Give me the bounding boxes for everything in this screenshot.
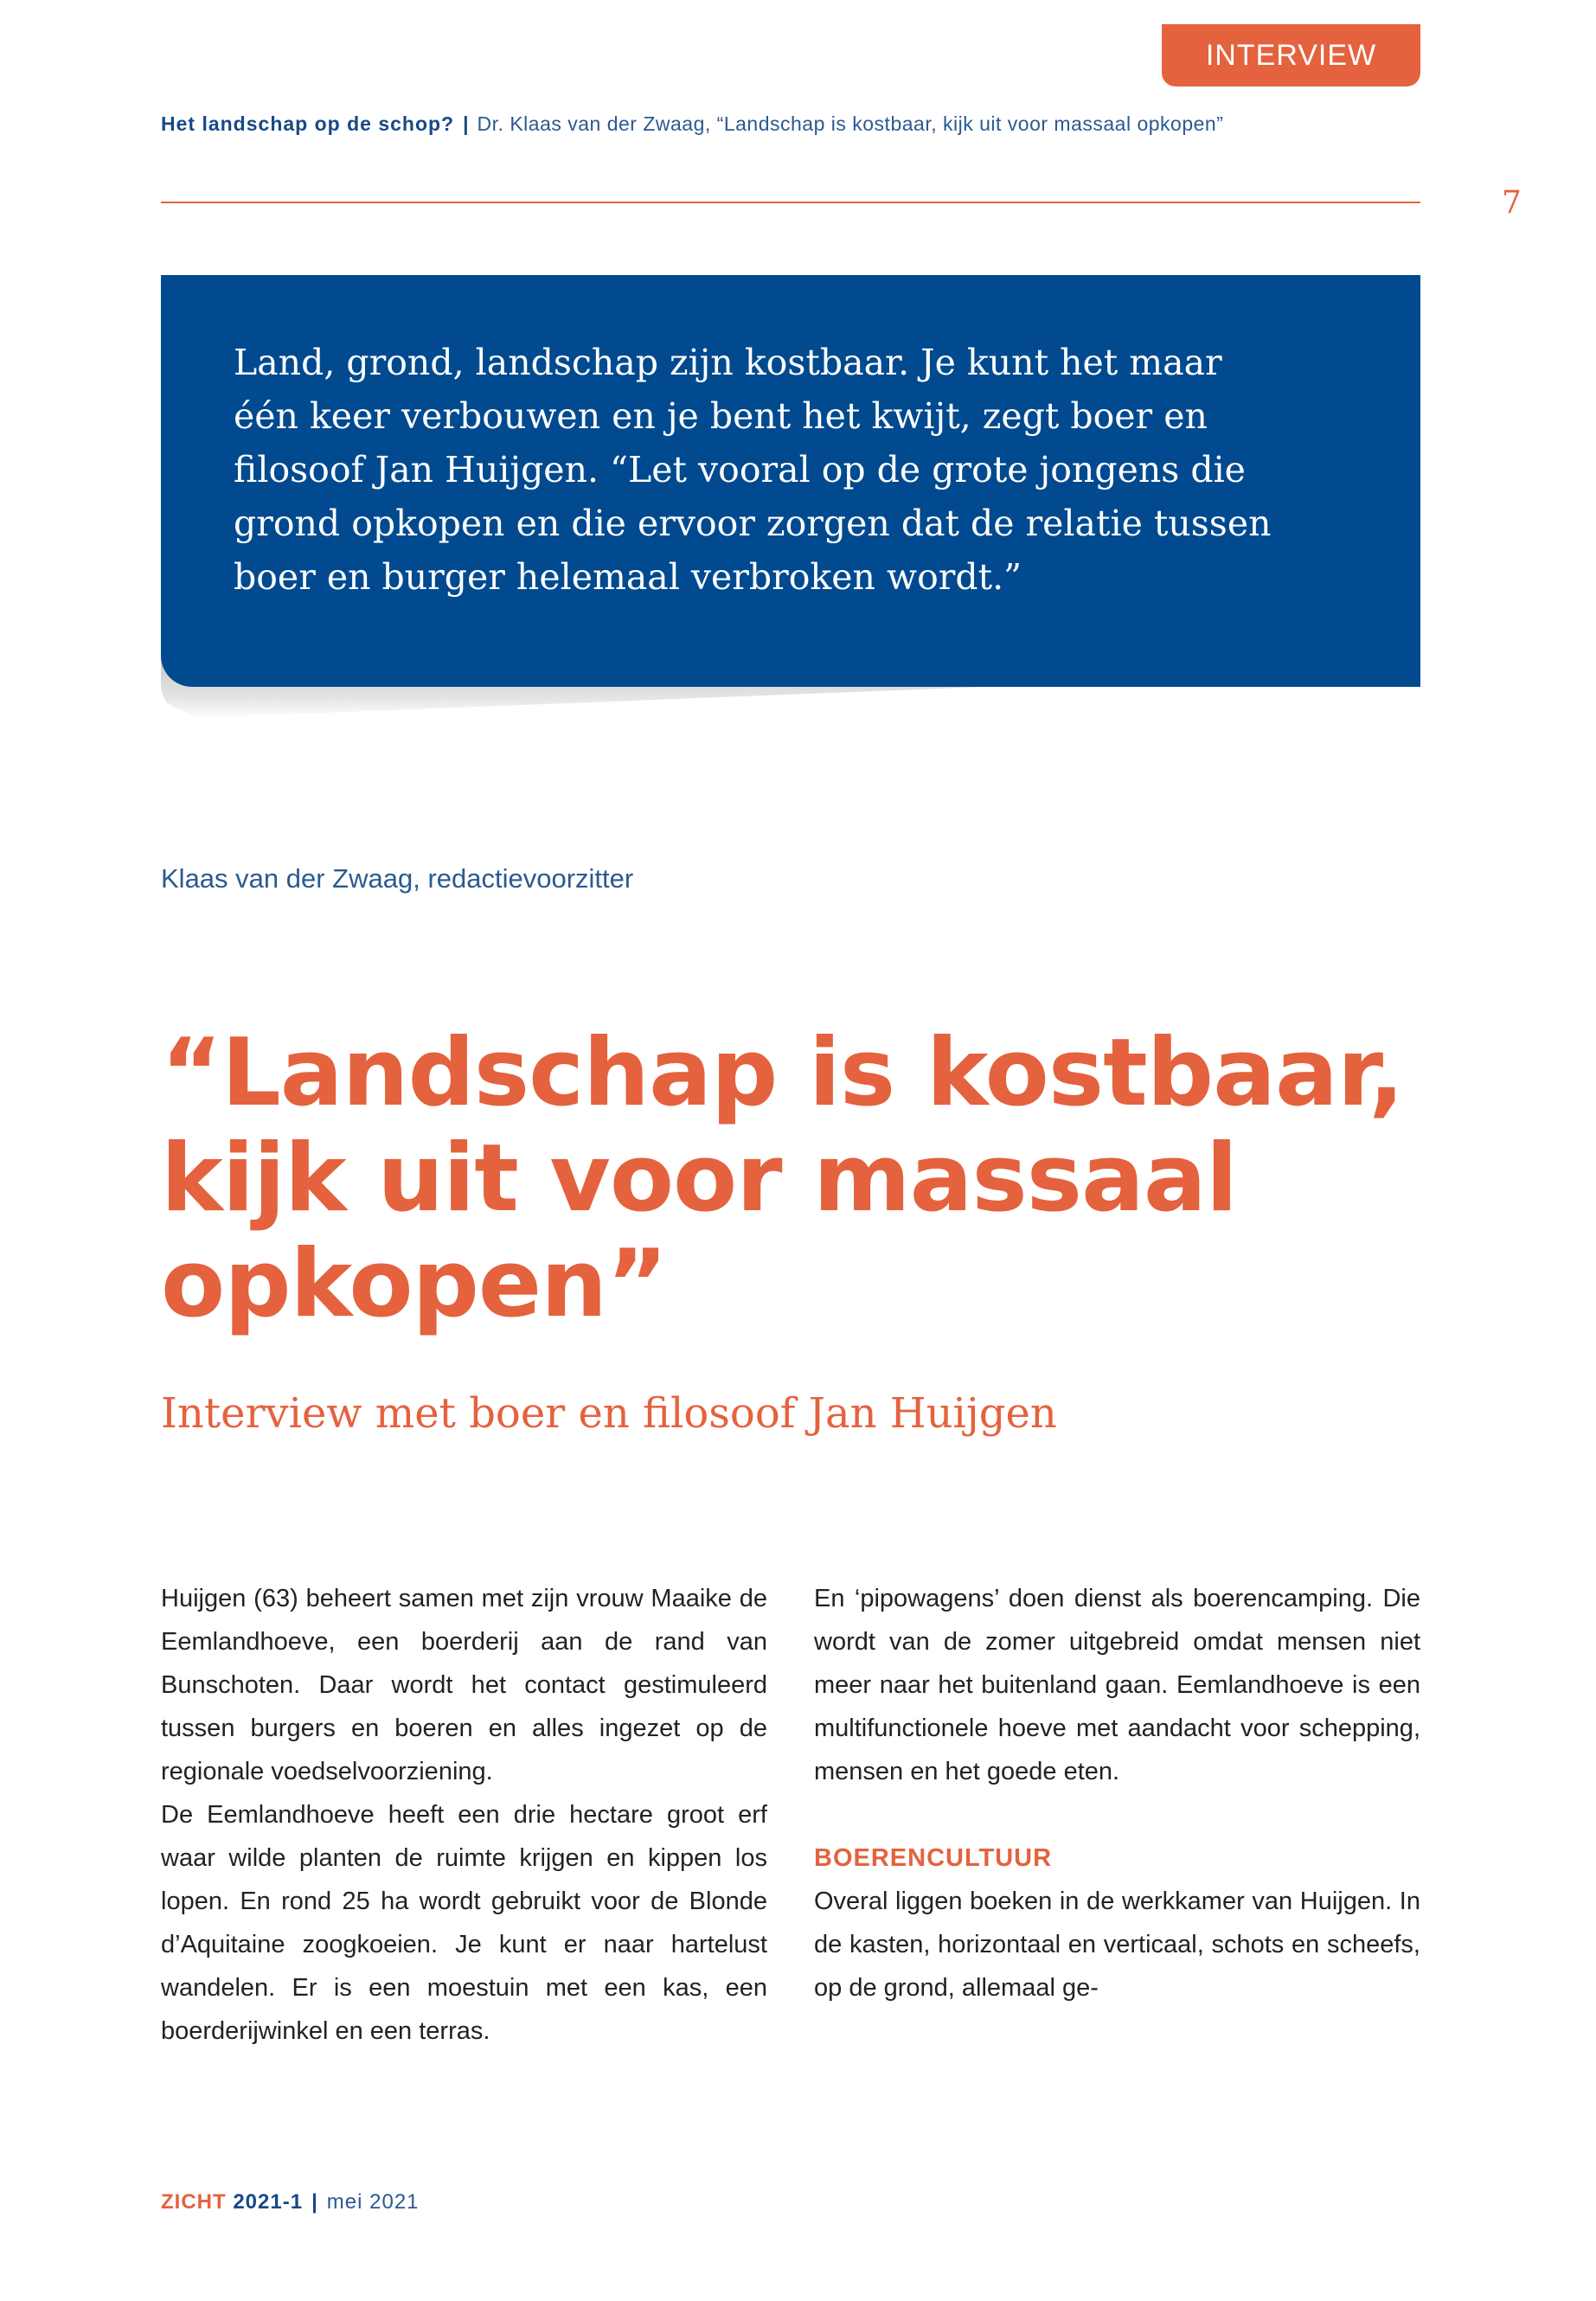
body-column-2 — [814, 1577, 1420, 2009]
body-paragraph: Overal liggen boeken in de werkkamer van Huijgen. In de kasten, horizontaal en verticaal, schots en scheefs, op de grond, allemaal ge- — [814, 1888, 1420, 2002]
lead-quote-text: Land, grond, landschap zijn kostbaar. Je kunt het maar één keer verbouwen en je bent het kwijt, zegt boer en filosoof Jan Huijgen. “Let vooral op de grote jongens die grond opkopen en die ervoor zorgen dat de relatie tussen boer en burger helemaal verbroken wordt.” — [234, 342, 1272, 598]
author-line: Klaas van der Zwaag, redactievoorzitter — [161, 863, 634, 894]
body-paragraph: De Eemlandhoeve heeft een drie hectare groot erf waar wilde planten de ruimte krijgen en kippen los lopen. En rond 25 ha wordt gebruikt voor de Blonde d’Aquitaine zoogkoeien. Je kunt er naar hartelust wandelen. Er is een moestuin met een kas, een boerderijwinkel en een terras. — [161, 1801, 767, 2045]
running-header — [161, 112, 1223, 136]
running-header-article: Dr. Klaas van der Zwaag, “Landschap is kostbaar, kijk uit voor massaal opkopen” — [477, 112, 1224, 135]
footer-separator: | — [311, 2190, 318, 2214]
running-header-section: Het landschap op de schop? — [161, 112, 455, 135]
body-paragraph: Huijgen (63) beheert samen met zijn vrouw Maaike de Eemlandhoeve, een boerderij aan de rand van Bunschoten. Daar wordt het contact gestimuleerd tussen burgers en boeren en alles ingezet op de regionale voedselvoorziening. — [161, 1585, 767, 1785]
page-number: 7 — [1502, 185, 1522, 221]
page-footer — [161, 2190, 420, 2214]
footer-date: mei 2021 — [326, 2190, 420, 2214]
body-column-1 — [161, 1577, 767, 2053]
section-tab: INTERVIEW — [1162, 24, 1420, 87]
article-title: “Landschap is kostbaar, kijk uit voor massaal opkopen” — [161, 1019, 1404, 1338]
article-subtitle: Interview met boer en filosoof Jan Huijgen — [161, 1389, 1057, 1438]
footer-magazine: ZICHT — [161, 2190, 227, 2214]
section-heading: BOERENCULTUUR — [814, 1844, 1053, 1872]
footer-issue: 2021-1 — [233, 2190, 304, 2214]
running-header-separator: | — [463, 112, 469, 135]
lead-quote-box — [161, 275, 1420, 687]
body-paragraph: En ‘pipowagens’ doen dienst als boerencamping. Die wordt van de zomer uitgebreid omdat mensen niet meer naar het buitenland gaan. Eemlandhoeve is een multifunctionele hoeve met aandacht voor schepping, mensen en het goede eten. — [814, 1585, 1420, 1785]
header-rule — [161, 202, 1420, 203]
